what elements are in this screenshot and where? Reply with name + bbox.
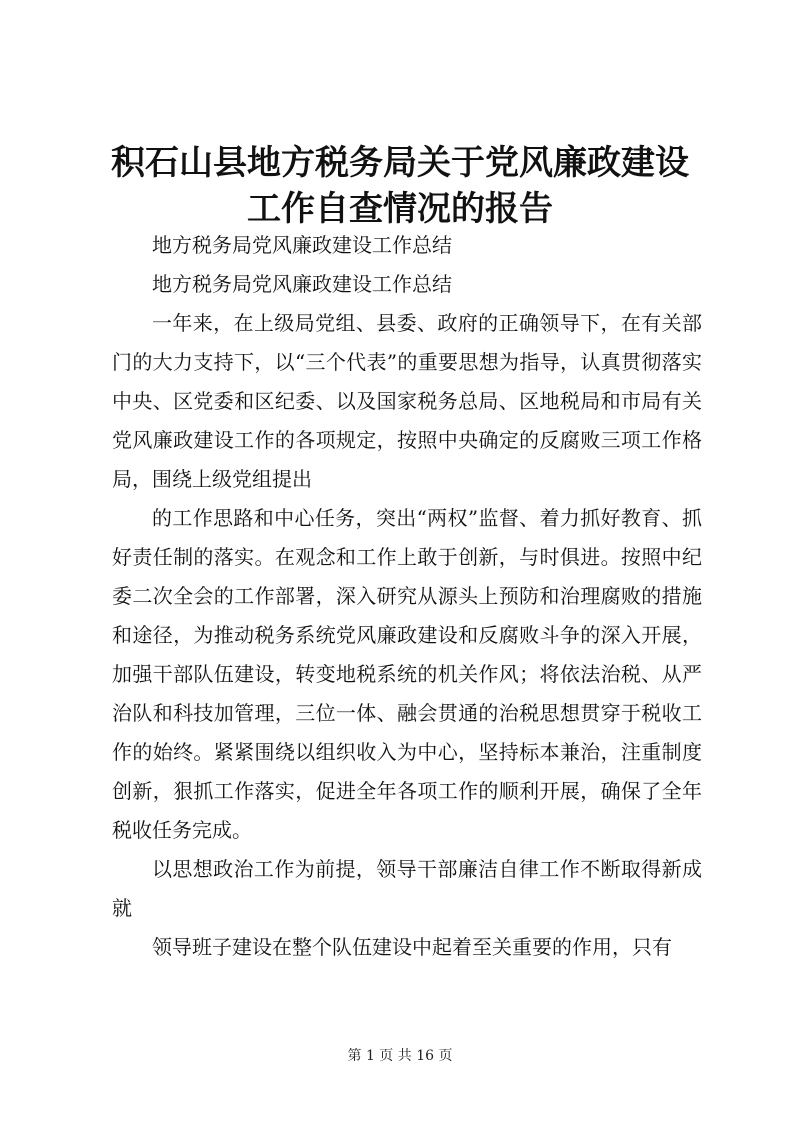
paragraph-intro: 一年来，在上级局党组、县委、政府的正确领导下，在有关部门的大力支持下，以“三个代表”的重要思想为指导，认真贯彻落实中央、区党委和区纪委、以及国家税务总局、区地税局和市局有关党风廉政建设工作的各项规定，按照中央确定的反腐败三项工作格局，围绕上级党组提出: [112, 311, 702, 491]
paragraph-section-heading: 以思想政治工作为前提，领导干部廉洁自律工作不断取得新成就: [112, 857, 702, 920]
paragraph-work-approach: 的工作思路和中心任务，突出“两权”监督、着力抓好教育、抓好责任制的落实。在观念和工作上敢于创新，与时俱进。按照中纪委二次全会的工作部署，深入研究从源头上预防和治理腐败的措施和途径，为推动税务系统党风廉政建设和反腐败斗争的深入开展，加强干部队伍建设，转变地税系统的机关作风；将依法治税、从严治队和科技加管理，三位一体、融会贯通的治税思想贯穿于税收工作的始终。紧紧围绕以组织收入为中心，坚持标本兼治，注重制度创新，狠抓工作落实，促进全年各项工作的顺利开展，确保了全年税收任务完成。: [112, 506, 702, 842]
paragraph-leadership: 领导班子建设在整个队伍建设中起着至关重要的作用，只有: [152, 935, 672, 959]
page-number-footer: 第 1 页 共 16 页: [347, 1048, 453, 1064]
document-title: 积石山县地方税务局关于党风廉政建设工作自查情况的报告: [111, 143, 689, 229]
paragraph-subtitle-2: 地方税务局党风廉政建设工作总结: [152, 272, 452, 296]
document-body: [112, 226, 702, 967]
paragraph-subtitle-1: 地方税务局党风廉政建设工作总结: [152, 233, 452, 257]
